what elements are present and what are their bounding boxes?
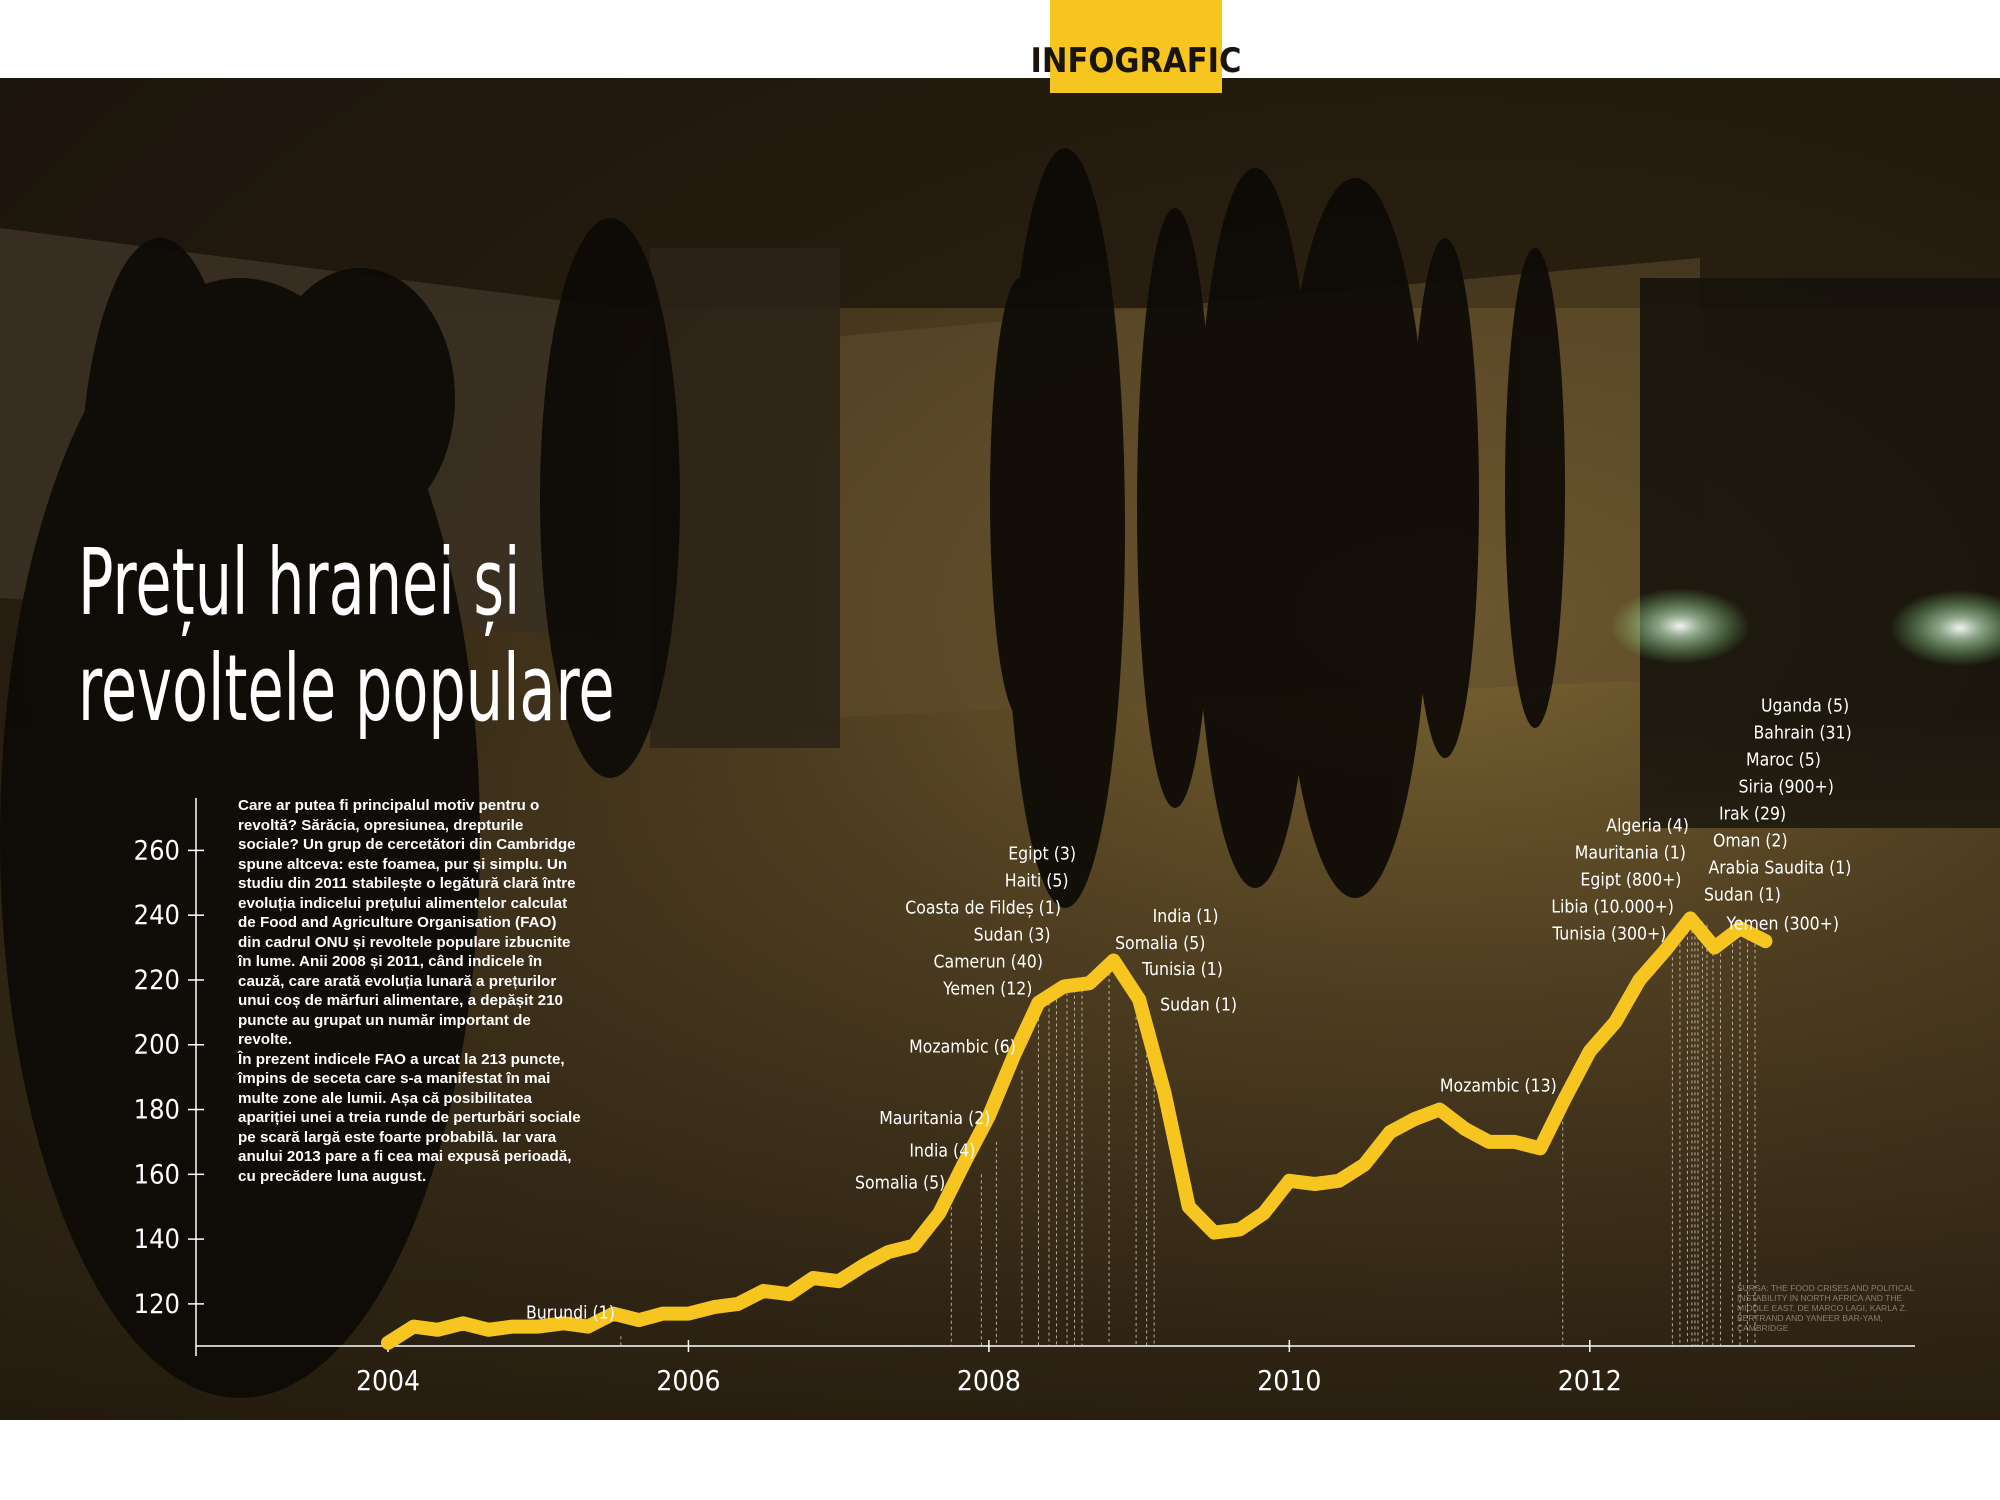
intro-paragraph-2: În prezent indicele FAO a urcat la 213 puncte, împins de seceta care s-a manifestat în mai multe zone ale lumii. Așa că posibilitatea apariției unei a treia runde de perturbări sociale pe scară largă este foarte probabilă. Iar vara anului 2013 pare a fi cea mai expusă perioadă, cu precădere luna august. xyxy=(238,1050,581,1185)
x-tick-label: 2010 xyxy=(1257,1364,1322,1397)
annotation-label: Algeria (4) xyxy=(1606,816,1689,837)
annotation-label: Uganda (5) xyxy=(1761,696,1850,717)
y-tick-label: 120 xyxy=(133,1288,180,1320)
y-tick-label: 160 xyxy=(133,1159,180,1191)
annotation-label: India (4) xyxy=(909,1141,976,1162)
annotation-label: Egipt (3) xyxy=(1008,844,1077,865)
title-line-1: Prețul hranei și xyxy=(78,529,521,636)
annotation-label: Irak (29) xyxy=(1718,804,1787,825)
annotation-label: Sudan (3) xyxy=(973,925,1051,946)
annotation-label: Arabia Saudita (1) xyxy=(1708,858,1852,879)
annotation-label: Camerun (40) xyxy=(933,952,1043,973)
annotation-label: Mauritania (1) xyxy=(1574,843,1686,864)
annotation-label: Oman (2) xyxy=(1712,831,1788,852)
series-layer xyxy=(388,918,1766,1342)
annotation-label: Mauritania (2) xyxy=(879,1108,991,1129)
annotation-label: Siria (900+) xyxy=(1738,777,1834,798)
y-tick-label: 180 xyxy=(133,1094,180,1126)
intro-paragraph-1: Care ar putea fi principalul motiv pentru o revoltă? Sărăcia, opresiunea, drepturile sociale? Un grup de cercetători din Cambridge spune altceva: este foamea, pur și simplu. Un studiu din 2011 stabilește o legătură clară între evoluția indicelui prețului alimentelor calculat de Food and Agriculture Organisation (FAO) din cadrul ONU și revoltele populare izbucnite în lume. Anii 2008 și 2011, când indicele în cauză, care arată evoluția lunară a prețurilor unui coș de mărfuri alimentare, a depășit 210 puncte au grupat un număr important de revolte. xyxy=(238,797,576,1048)
source-note: SURSA: THE FOOD CRISES AND POLITICAL INSTABILITY IN NORTH AFRICA AND THE MIDDLE EAST, DE MARCO LAGI, KARLA Z. BERTRAND AND YANEER BAR-YAM, CAMBRIDGE xyxy=(1737,1283,1915,1333)
x-tick-label: 2012 xyxy=(1557,1364,1622,1397)
x-tick-label: 2008 xyxy=(956,1364,1021,1397)
annotation-label: Yemen (12) xyxy=(943,979,1033,1000)
x-tick-label: 2006 xyxy=(656,1364,721,1397)
y-tick-label: 140 xyxy=(133,1224,180,1256)
y-tick-label: 240 xyxy=(133,900,180,932)
annotation-label: Egipt (800+) xyxy=(1580,870,1682,891)
title-line-2: revoltele populare xyxy=(78,635,615,742)
annotation-label: Somalia (5) xyxy=(855,1173,946,1194)
annotation-label: Mozambic (13) xyxy=(1439,1076,1557,1097)
series-line-food-price-index xyxy=(388,918,1766,1342)
annotation-label: Libia (10.000+) xyxy=(1551,897,1674,918)
annotation-label: Haiti (5) xyxy=(1004,871,1069,892)
annotation-labels xyxy=(526,696,1852,1323)
annotation-label: Coasta de Fildeș (1) xyxy=(905,898,1062,919)
annotation-label: Mozambic (6) xyxy=(909,1037,1016,1058)
y-tick-label: 200 xyxy=(133,1029,180,1061)
y-tick-label: 260 xyxy=(133,835,180,867)
x-tick-label: 2004 xyxy=(355,1364,421,1397)
annotation-label: Yemen (300+) xyxy=(1726,914,1839,935)
annotation-label: Tunisia (1) xyxy=(1142,959,1223,980)
annotation-label: India (1) xyxy=(1152,907,1219,928)
tick-labels xyxy=(134,835,1622,1397)
annotation-label: Bahrain (31) xyxy=(1753,723,1852,744)
annotation-label: Maroc (5) xyxy=(1746,750,1821,771)
annotation-label: Sudan (1) xyxy=(1160,995,1238,1016)
annotation-label: Sudan (1) xyxy=(1703,885,1781,906)
annotation-label: Burundi (1) xyxy=(525,1303,615,1324)
y-tick-label: 220 xyxy=(133,964,180,996)
annotation-leaders xyxy=(621,918,1755,1346)
annotation-label: Somalia (5) xyxy=(1115,934,1206,955)
infographic-tag-label: INFOGRAFIC xyxy=(1030,41,1242,81)
annotation-label: Tunisia (300+) xyxy=(1552,924,1667,945)
